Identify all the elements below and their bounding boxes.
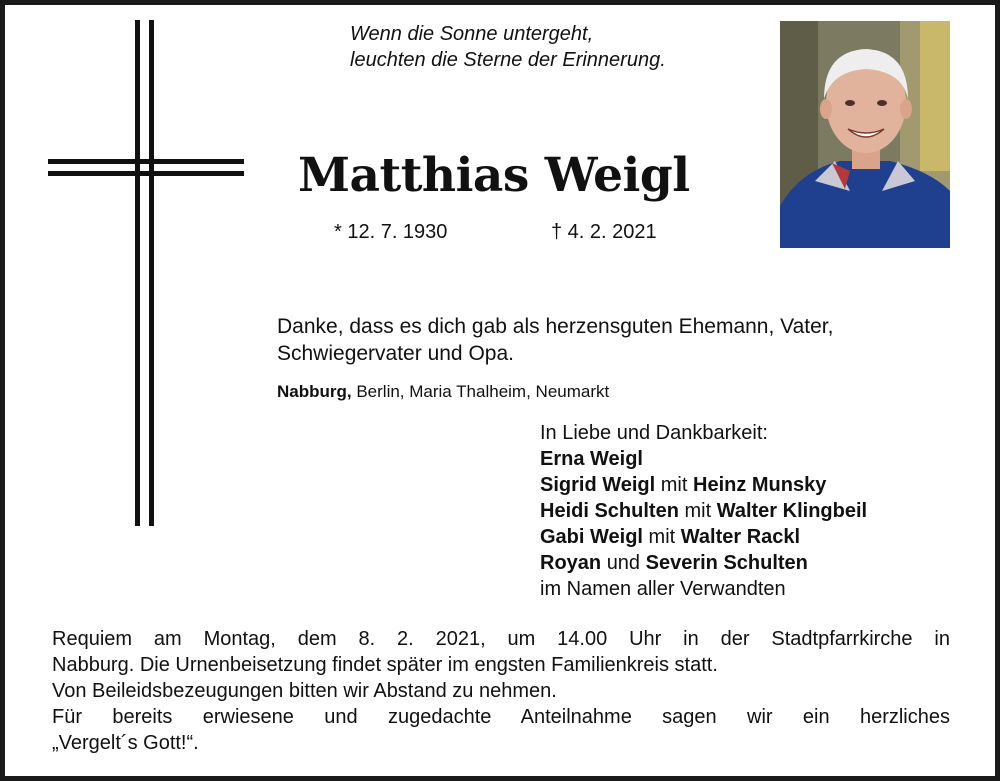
mourner-name: Severin Schulten	[645, 552, 808, 574]
quote-line-1: Wenn die Sonne untergeht,	[350, 23, 594, 45]
portrait-photo	[780, 21, 950, 248]
mourner-connector: mit	[684, 500, 712, 522]
service-line-3: Von Beileidsbezeugungen bitten wir Abstand zu nehmen.	[52, 680, 557, 702]
mourner-name: Heidi Schulten	[540, 500, 679, 522]
service-line-4: Für bereits erwiesene und zugedachte Anteilnahme sagen wir ein herzliches	[52, 706, 950, 728]
cross-icon	[48, 20, 244, 526]
mourner-connector: mit	[660, 474, 688, 496]
mourner-line	[540, 446, 867, 472]
places-line	[277, 382, 609, 402]
thanks-line-1: Danke, dass es dich gab als herzensguten Ehemann, Vater,	[277, 315, 834, 338]
thanks-text	[277, 313, 833, 367]
mourners-intro: In Liebe und Dankbarkeit:	[540, 422, 768, 444]
mourner-name: Erna Weigl	[540, 448, 643, 470]
mourner-name: Heinz Munsky	[693, 474, 827, 496]
places-other: Berlin, Maria Thalheim, Neumarkt	[356, 382, 610, 401]
mourner-line	[540, 472, 867, 498]
mourner-line	[540, 550, 867, 576]
memorial-quote	[350, 21, 666, 73]
service-line-2: Nabburg. Die Urnenbeisetzung findet später im engsten Familienkreis statt.	[52, 654, 718, 676]
service-line-5: „Vergelt´s Gott!“.	[52, 732, 199, 754]
service-info	[52, 626, 950, 756]
mourner-line	[540, 524, 867, 550]
deceased-name: Matthias Weigl	[298, 148, 690, 203]
places-main: Nabburg,	[277, 382, 352, 401]
mourner-connector: und	[606, 552, 641, 574]
mourner-name: Walter Klingbeil	[716, 500, 868, 522]
mourners-outro: im Namen aller Verwandten	[540, 578, 786, 600]
mourner-name: Royan	[540, 552, 602, 574]
mourner-line	[540, 498, 867, 524]
death-date: † 4. 2. 2021	[551, 221, 657, 243]
quote-line-2: leuchten die Sterne der Erinnerung.	[350, 49, 666, 71]
service-line-1: Requiem am Montag, dem 8. 2. 2021, um 14.00 Uhr in der Stadtpfarrkirche in	[52, 628, 950, 650]
mourner-name: Sigrid Weigl	[540, 474, 656, 496]
birth-date: * 12. 7. 1930	[334, 221, 448, 243]
mourner-connector: mit	[648, 526, 676, 548]
mourners-list	[540, 420, 867, 602]
mourner-name: Walter Rackl	[680, 526, 801, 548]
mourner-name: Gabi Weigl	[540, 526, 643, 548]
thanks-line-2: Schwiegervater und Opa.	[277, 342, 514, 365]
